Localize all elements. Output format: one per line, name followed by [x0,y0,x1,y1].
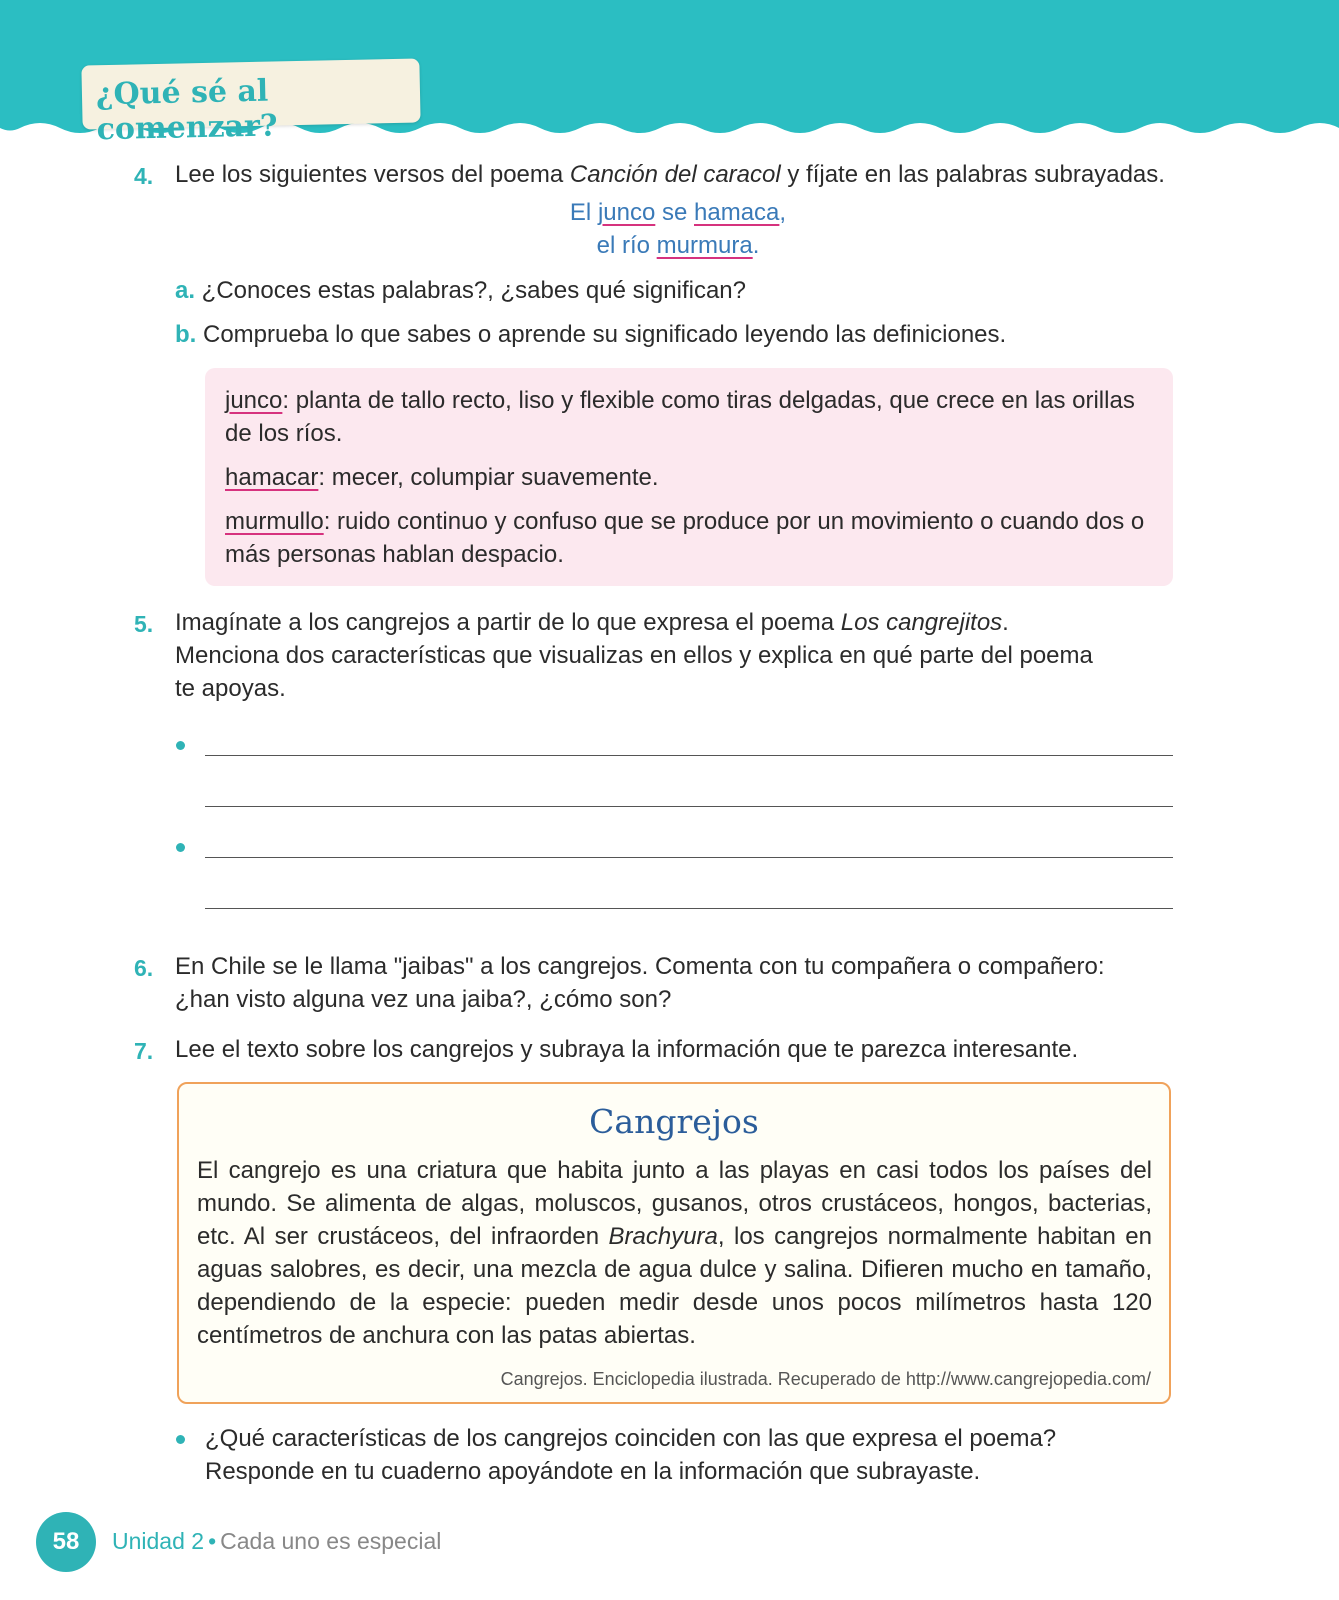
question-7-number: 7. [134,1038,154,1064]
info-body: El cangrejo es una criatura que habita junto a las playas en casi todos los países del mundo. Se alimenta de algas, moluscos, gusanos, otros crustáceos, hongos, bacterias, etc. Al ser crustáceos, del infraorden Brachyura, los cangrejos normalmente habitan en aguas salobres, es decir, una mezcla de agua dulce y salina. Difieren mucho en tamaño, dependiendo de la especie: pueden medir desde unos pocos milímetros hasta 120 centímetros de anchura con las patas abiertas. [197,1157,1152,1349]
answer-bullet-2 [176,843,185,852]
info-title: Cangrejos [589,1102,759,1141]
question-4b: b. Comprueba lo que sabes o aprende su significado leyendo las definiciones. [175,321,1007,348]
definitions-box [205,368,1173,586]
info-text-box [177,1082,1171,1404]
answer-line-4[interactable] [205,908,1173,909]
question-4a: a. ¿Conoces estas palabras?, ¿sabes qué significan? [175,277,746,304]
definition-junco: junco: planta de tallo recto, liso y flexible como tiras delgadas, que crece en las orillas de los ríos. [225,387,1135,447]
final-question-line-2: Responde en tu cuaderno apoyándote en la información que subrayaste. [205,1458,981,1485]
info-source: Cangrejos. Enciclopedia ilustrada. Recuperado de http://www.cangrejopedia.com/ [500,1369,1151,1389]
question-5-line-2: Menciona dos características que visualizas en ellos y explica en qué parte del poema [175,642,1093,669]
final-question-line-1: ¿Qué características de los cangrejos coinciden con las que expresa el poema? [205,1425,1057,1452]
answer-line-2[interactable] [205,806,1173,807]
question-6-number: 6. [134,955,154,981]
poem-verse-1: El junco se hamaca, [569,199,787,226]
question-5-line-3: te apoyas. [175,675,286,702]
question-7-text: Lee el texto sobre los cangrejos y subraya la información que te parezca interesante. [175,1036,1079,1063]
question-5-number: 5. [134,611,154,637]
definition-murmullo: murmullo: ruido continuo y confuso que se produce por un movimiento o cuando dos o más personas hablan despacio. [225,508,1145,568]
final-question-bullet [176,1435,185,1444]
section-title: ¿Qué sé al comenzar? [95,73,278,148]
section-title-tab [81,58,420,148]
question-4-text: Lee los siguientes versos del poema Canción del caracol y fíjate en las palabras subrayadas. [175,161,1165,188]
answer-line-3[interactable] [205,857,1173,858]
answer-bullet-1 [176,741,185,750]
definition-hamacar: hamacar: mecer, columpiar suavemente. [225,464,659,491]
answer-line-1[interactable] [205,755,1173,756]
poem-verse-2: el río murmura. [596,232,760,259]
question-6-line-2: ¿han visto alguna vez una jaiba?, ¿cómo son? [175,986,672,1013]
question-6-line-1: En Chile se le llama "jaibas" a los cangrejos. Comenta con tu compañera o compañero: [175,953,1105,980]
question-5-line-1: Imagínate a los cangrejos a partir de lo que expresa el poema Los cangrejitos. [175,609,1009,636]
question-4-number: 4. [134,163,154,189]
page-number: 58 [36,1512,96,1572]
footer-unit: Unidad 2 • Cada uno es especial [112,1528,442,1554]
